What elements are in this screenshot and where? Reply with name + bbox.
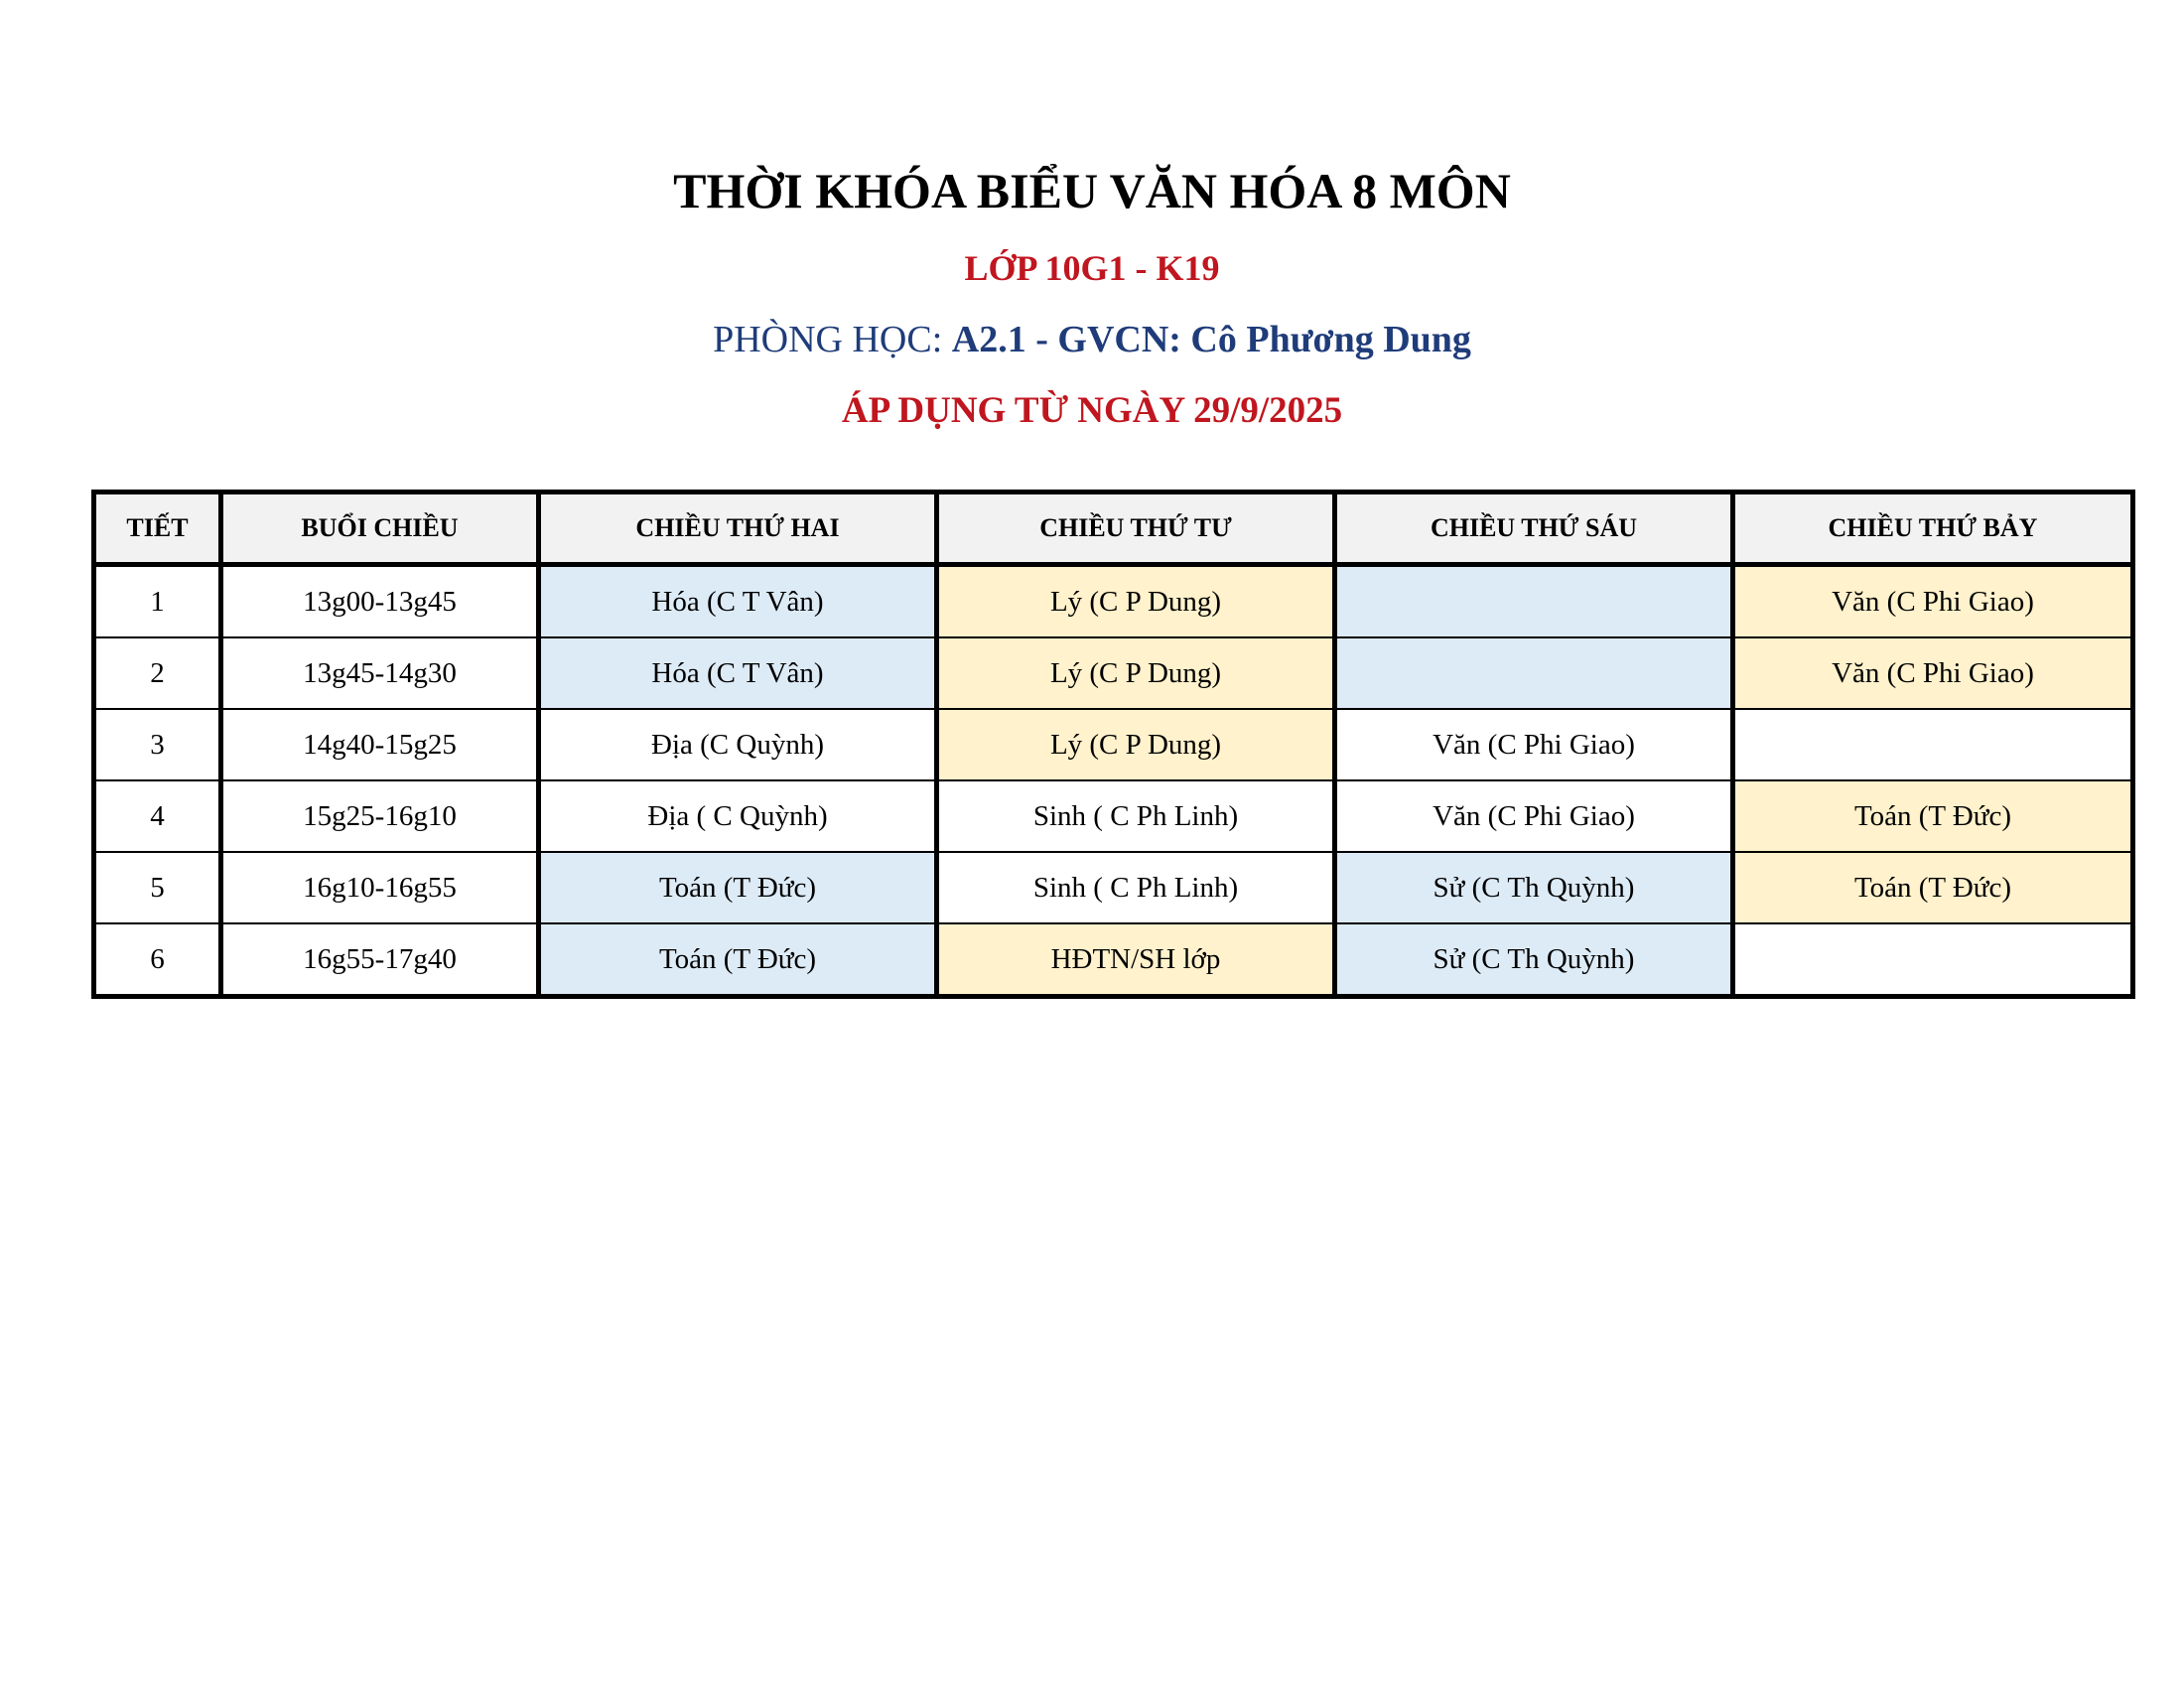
subject-cell-friday: [1335, 565, 1733, 638]
subject-cell-friday: Sử (C Th Quỳnh): [1335, 923, 1733, 997]
col-header-period: TIẾT: [94, 492, 221, 565]
col-header-time: BUỔI CHIỀU: [221, 492, 539, 565]
gvcn-label: - GVCN: [1025, 319, 1169, 360]
col-header-monday: CHIỀU THỨ HAI: [539, 492, 937, 565]
subject-cell-monday: Toán (T Đức): [539, 923, 937, 997]
col-header-friday: CHIỀU THỨ SÁU: [1335, 492, 1733, 565]
subject-cell-saturday: Văn (C Phi Giao): [1733, 565, 2133, 638]
subject-cell-friday: Văn (C Phi Giao): [1335, 780, 1733, 852]
room-value: A2.1: [951, 319, 1026, 360]
page-title: THỜI KHÓA BIỂU VĂN HÓA 8 MÔN: [673, 163, 1511, 218]
period-cell: 3: [94, 709, 221, 780]
subject-cell-monday: Địa ( C Quỳnh): [539, 780, 937, 852]
table-row: [94, 565, 2133, 638]
table-row: [94, 923, 2133, 997]
time-cell: 16g55-17g40: [221, 923, 539, 997]
time-cell: 15g25-16g10: [221, 780, 539, 852]
subject-cell-wednesday: Lý (C P Dung): [937, 637, 1335, 709]
subject-cell-wednesday: Lý (C P Dung): [937, 709, 1335, 780]
subject-cell-wednesday: Sinh ( C Ph Linh): [937, 852, 1335, 923]
table-row: [94, 637, 2133, 709]
room-label: PHÒNG HỌC:: [713, 319, 952, 360]
subject-cell-friday: [1335, 637, 1733, 709]
table-row: [94, 709, 2133, 780]
period-cell: 2: [94, 637, 221, 709]
subject-cell-saturday: [1733, 923, 2133, 997]
table-row: [94, 780, 2133, 852]
timetable-body: [94, 565, 2133, 997]
room-line: [0, 316, 2184, 363]
subject-cell-saturday: Văn (C Phi Giao): [1733, 637, 2133, 709]
subject-cell-saturday: Toán (T Đức): [1733, 780, 2133, 852]
subject-cell-friday: Sử (C Th Quỳnh): [1335, 852, 1733, 923]
subject-cell-wednesday: HĐTN/SH lớp: [937, 923, 1335, 997]
period-cell: 1: [94, 565, 221, 638]
subject-cell-saturday: Toán (T Đức): [1733, 852, 2133, 923]
gvcn-value: : Cô Phương Dung: [1168, 319, 1471, 360]
subject-cell-wednesday: Lý (C P Dung): [937, 565, 1335, 638]
subject-cell-monday: Địa (C Quỳnh): [539, 709, 937, 780]
period-cell: 5: [94, 852, 221, 923]
time-cell: 13g00-13g45: [221, 565, 539, 638]
subject-cell-monday: Hóa (C T Vân): [539, 637, 937, 709]
period-cell: 6: [94, 923, 221, 997]
subject-cell-monday: Hóa (C T Vân): [539, 565, 937, 638]
subject-cell-wednesday: Sinh ( C Ph Linh): [937, 780, 1335, 852]
subject-cell-saturday: [1733, 709, 2133, 780]
apply-date-line: ÁP DỤNG TỪ NGÀY 29/9/2025: [841, 390, 1343, 431]
subject-cell-monday: Toán (T Đức): [539, 852, 937, 923]
table-row: [94, 852, 2133, 923]
period-cell: 4: [94, 780, 221, 852]
header-row: [94, 492, 2133, 565]
col-header-wednesday: CHIỀU THỨ TƯ: [937, 492, 1335, 565]
timetable: [91, 490, 2135, 999]
time-cell: 16g10-16g55: [221, 852, 539, 923]
subject-cell-friday: Văn (C Phi Giao): [1335, 709, 1733, 780]
col-header-saturday: CHIỀU THỨ BẢY: [1733, 492, 2133, 565]
class-line: LỚP 10G1 - K19: [964, 248, 1220, 288]
time-cell: 13g45-14g30: [221, 637, 539, 709]
time-cell: 14g40-15g25: [221, 709, 539, 780]
